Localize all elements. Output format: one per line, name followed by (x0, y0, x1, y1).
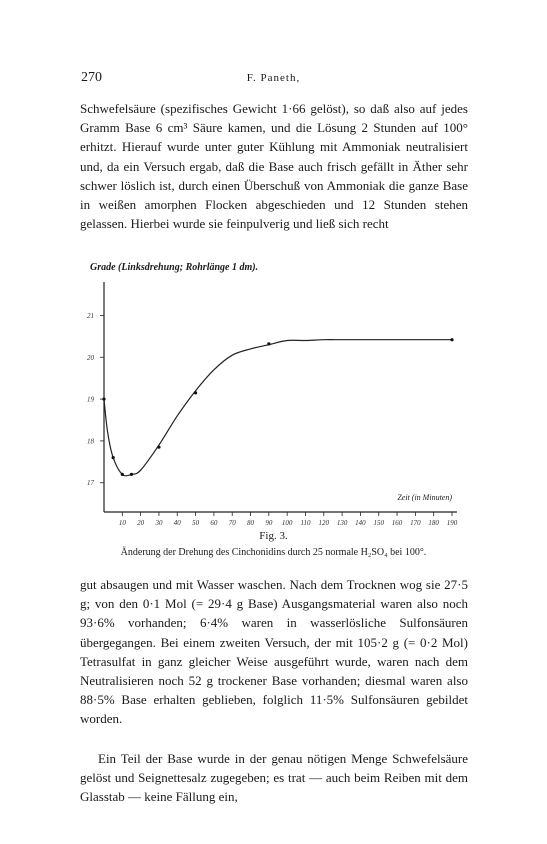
x-tick-label: 170 (410, 519, 421, 527)
data-point (112, 456, 115, 459)
series-line (104, 340, 452, 476)
x-tick-label: 150 (373, 519, 384, 527)
data-point (267, 342, 270, 345)
x-tick-label: 20 (137, 519, 145, 527)
y-tick-label: 17 (87, 479, 94, 488)
x-tick-label: 90 (265, 519, 273, 527)
x-tick-label: 120 (318, 519, 330, 527)
y-tick-label: 21 (87, 311, 94, 320)
data-point (450, 338, 453, 341)
paragraph-3: Ein Teil der Base wurde in der genau nötigen Menge Schwefelsäure gelöst und Seignettesalz zugegeben; es trat — auch beim Reiben mit dem Glasstab — keine Fällung ein, (80, 751, 468, 805)
data-point (194, 391, 197, 394)
x-tick-label: 100 (281, 519, 293, 527)
x-tick-label: 70 (228, 519, 236, 527)
x-tick-label: 160 (391, 519, 403, 527)
chart-ylabel: Grade (Linksdrehung; Rohrlänge 1 dm). (90, 262, 259, 273)
data-point (157, 446, 160, 449)
x-tick-label: 60 (210, 519, 218, 527)
x-tick-label: 10 (118, 519, 126, 527)
x-tick-label: 110 (300, 519, 311, 527)
x-tick-label: 40 (173, 519, 181, 527)
paragraph-1: Schwefelsäure (spezifisches Gewicht 1·66 gelöst), so daß also auf jedes Gramm Base 6 cm³ Säure kamen, und die Lösung 2 Stunden auf 100° erhitzt. Hierauf wurde unter guter Kühlung mit Ammoniak neutralisiert und, da ein Versuch ergab, daß die Base auch frisch gefällt in Äther sehr schwer löslich ist, durch einen Überschuß von Ammoniak die ganze Base in weißen amorphen Flocken abgeschieden und 12 Stunden stehen gelassen. Hierbei wurde sie feinpulverig und ließ sich recht (80, 101, 468, 232)
x-tick-label: 80 (247, 519, 255, 527)
y-tick-label: 18 (87, 437, 94, 446)
figure-caption: Änderung der Drehung des Cinchonidins durch 25 normale H₂SO₄ bei 100°. (120, 547, 427, 558)
running-head: F. Paneth, (246, 72, 301, 84)
page-number: 270 (81, 70, 102, 85)
figure-label: Fig. 3. (259, 530, 288, 542)
x-tick-label: 140 (355, 519, 366, 527)
x-tick-label: 180 (428, 519, 439, 527)
data-point (102, 397, 105, 400)
x-tick-label: 30 (155, 519, 163, 527)
data-point (130, 473, 133, 476)
y-tick-label: 19 (87, 395, 94, 404)
x-tick-label: 50 (192, 519, 200, 527)
y-tick-label: 20 (87, 353, 94, 362)
x-tick-label: 190 (446, 519, 458, 527)
paragraph-2: gut absaugen und mit Wasser waschen. Nach dem Trocknen wog sie 27·5 g; von den 0·1 Mol (= 29·4 g Base) Ausgangsmaterial waren also noch 93·6% vorhanden; 6·4% waren in wasserlösliche Sulfonsäuren übergegangen. Bei einem zweiten Versuch, der mit 105·2 g (= 0·2 Mol) Tetrasulfat in ganz gleicher Weise ausgeführt wurde, waren nach dem Neutralisieren noch 52 g trockener Base vorhanden; diesmal waren also 88·5% Base erhalten geblieben, folglich 11·5% Sulfonsäuren gebildet worden. (80, 577, 468, 727)
chart-xlabel: Zeit (in Minuten) (397, 493, 452, 502)
x-tick-label: 130 (336, 519, 348, 527)
data-point (121, 473, 124, 476)
